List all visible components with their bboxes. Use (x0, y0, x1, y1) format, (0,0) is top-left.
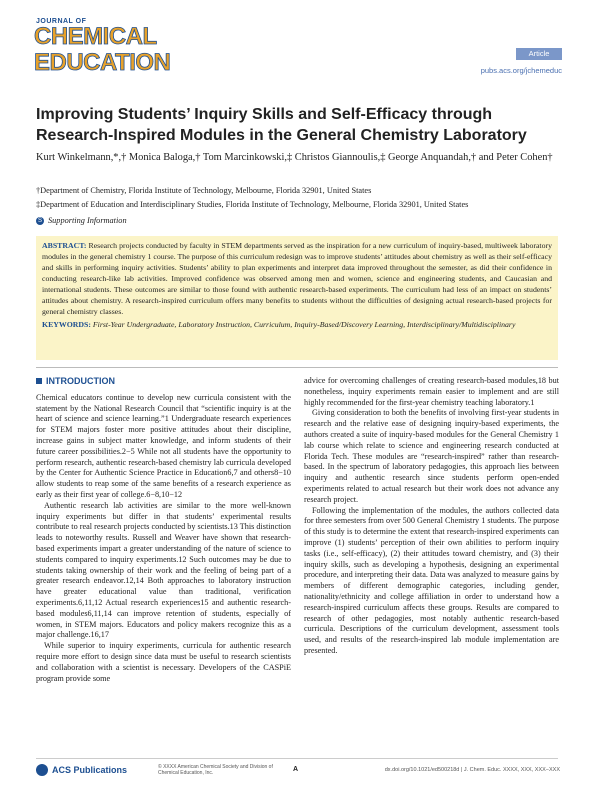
abstract-box (36, 236, 558, 360)
supporting-info-link[interactable] (36, 216, 127, 225)
article-type-badge: Article (516, 48, 562, 60)
abstract-label: ABSTRACT: (42, 241, 87, 250)
paragraph: Giving consideration to both the benefits of involving first-year students in research and the relative ease of designing inquiry-based experiments, the authors created a suite of inquiry-based modules for the General Chemistry 1 lab course which relate to science and engineering research conducted at Florida Tech. These modules are “research-inspired” rather than research-based. In the spectrum of laboratory pedagogies, this approach lies between inquiry and authentic research since students perform open-ended experiments related to actual research but their work does not advance any research project. (304, 408, 559, 504)
acs-publications-logo (36, 764, 127, 776)
author-list: Kurt Winkelmann,*,† Monica Baloga,† Tom Marcinkowski,‡ Christos Giannoulis,‡ George Anquandah,† and Peter Cohen† (36, 152, 553, 163)
affiliation-1: †Department of Chemistry, Florida Institute of Technology, Melbourne, Florida 32901, United States (36, 186, 372, 195)
journal-url[interactable]: pubs.acs.org/jchemeduc (480, 66, 562, 75)
supporting-info-label: Supporting Information (48, 216, 127, 225)
divider (36, 367, 558, 368)
doi-citation[interactable]: dx.doi.org/10.1021/ed500218d | J. Chem. Educ. XXXX, XXX, XXX−XXX (384, 767, 560, 773)
paragraph: advice for overcoming challenges of creating research-based modules,18 but nonetheless, inquiry experiments remain easier to implement and are still highly recommended for the first-year chemistry teaching laboratory.1 (304, 376, 559, 407)
supporting-info-icon: S (37, 217, 42, 224)
keywords-label: KEYWORDS: (42, 320, 91, 329)
acs-logo-icon (36, 764, 48, 776)
right-column (304, 376, 559, 657)
paragraph: While superior to inquiry experiments, curricula for authentic research require more effort to design since data must be useful to research scientists and collaboration with a scientist is necessary. Developers of the CASPiE program provide some (36, 641, 291, 683)
journal-logo-top: JOURNAL OF (36, 18, 87, 25)
paragraph: Chemical educators continue to develop new curricula consistent with the statement by the National Research Council that “scientific inquiry is at the heart of science and science learning.”1 Undergraduate research experiences for STEM majors foster more positive attitudes about their discipline, increase gains in subject matter knowledge, and inform students of their future career possibilities.2−5 While not all students have the opportunity to perform research, authentic research-based chemistry lab curricula developed by the Center for Authentic Science Practice in Education6,7 and others8−10 allow students to reap some of the same benefits of a research experience as early as their first year of college.6−8,10−12 (36, 392, 291, 499)
paper-title: Improving Students’ Inquiry Skills and Self-Efficacy through Research-Inspired Modules in the General Chemistry Laboratory (36, 106, 527, 144)
affiliation-2: ‡Department of Education and Interdisciplinary Studies, Florida Institute of Technology, Melbourne, Florida 32901, United States (36, 200, 469, 209)
footer-divider (36, 758, 558, 759)
publisher-name: ACS Publications (52, 765, 128, 775)
intro-heading (36, 376, 291, 387)
page-number: A (293, 766, 299, 773)
paragraph: Authentic research lab activities are similar to the more well-known inquiry experiments but differ in that students’ experimental results contribute to real research projects conducted by scientists.13 This distinction leads to noteworthy results. Russell and Weaver have shown that research-based experiments impart a greater understanding of the nature of science to students compared to inquiry experiments.12 Such outcomes may be due to students taking ownership of their work and the feeling of being part of a greater research endeavor.12,14 Both approaches to laboratory instruction have greater educational value than traditional, verification experiments.6,11,12 Actual research experiences15 and authentic research-based modules6,11,14 can improve retention of students, especially of women, in STEM majors. Educators and policy makers recognize this as a major challenge.16,17 (36, 500, 291, 640)
copyright: © XXXX American Chemical Society and Division of Chemical Education, Inc. (158, 764, 273, 776)
journal-logo (34, 18, 234, 76)
paragraph: Following the implementation of the modules, the authors collected data for three semesters from over 500 General Chemistry 1 students. The purpose of this study is to determine the extent that research-inspired experiments can improve (1) students’ perception of their own abilities to perform inquiry tasks (i.e., self-efficacy), (2) their attitudes toward chemistry, and (3) their inquiry skills, such as developing a hypothesis, designing an experimental procedure, and interpreting their data. Data was analyzed to measure gains by members of different demographic categories, including gender, nationality/ethnicity and college affiliation in order to understand how a research-inspired curriculum affects these groups. Results are compared to research of other pedagogies, most notably authentic research-based curricula. Descriptions of the curriculum development, assessment tools used, and results of the research-inspired lab module implementation are presented. (304, 505, 559, 655)
journal-logo-main: CHEMICAL EDUCATION (34, 23, 171, 76)
keywords-text: First-Year Undergraduate, Laboratory Instruction, Curriculum, Inquiry-Based/Discovery Learning, Interdisciplinary/Multidisciplinary (92, 320, 516, 329)
intro-heading-label: INTRODUCTION (46, 376, 115, 386)
section-square-icon (36, 378, 42, 384)
abstract-text: Research projects conducted by faculty in STEM departments served as the inspiration for a new curriculum of inquiry-based, multiweek laboratory modules in the general chemistry 1 course. The purpose of this curriculum redesign was to improve students’ attitudes about chemistry as well as their self-efficacy and skills in performing inquiry activities. Students’ ability to plan experiments and interpret data improved throughout the semester, as did their confidence in conducting research-like lab activities. Improved confidence was observed among men and women, science and engineering students, and Caucasian and international students. These outcomes are similar to those found with authentic research-based experiments. The curriculum had less of an impact on students’ attitudes about chemistry. A research-inspired curriculum offers many benefits to students without the difficulties of designing actual research-based projects for general chemistry classes. (42, 241, 552, 316)
left-column (36, 376, 291, 684)
